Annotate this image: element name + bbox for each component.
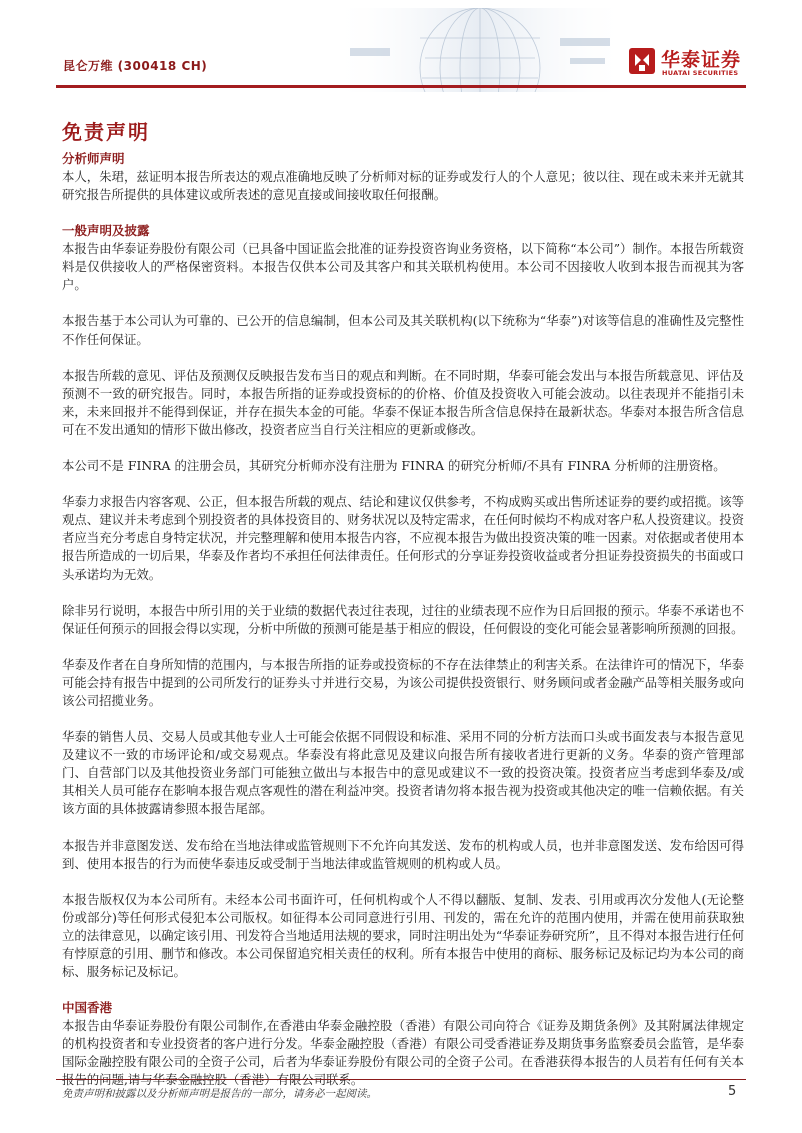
paragraph: 华泰的销售人员、交易人员或其他专业人士可能会依据不同假设和标准、采用不同的分析方法而口头或书面发表与本报告意见及建议不一致的市场评论和/或交易观点。华泰没有将此意见及建议向报告所有接收者进行更新的义务。华泰的资产管理部门、自营部门以及其他投资业务部门可能独立做出与本报告中的意见或建议不一致的投资决策。投资者应当考虑到华泰及/或其相关人员可能存在影响本报告观点客观性的潜在利益冲突。投资者请勿将本报告视为投资或其他决定的唯一信赖依据。有关该方面的具体披露请参照本报告尾部。 — [62, 729, 744, 817]
page-title: 免责声明 — [62, 120, 150, 144]
section-analyst-statement — [62, 150, 744, 204]
stock-label: 昆仑万维 (300418 CH) — [63, 59, 208, 73]
section-general-disclosure — [62, 222, 744, 981]
logo-chinese-text: 华泰证券 — [661, 49, 742, 71]
paragraph: 本公司不是 FINRA 的注册会员，其研究分析师亦没有注册为 FINRA 的研究分析师/不具有 FINRA 分析师的注册资格。 — [62, 458, 726, 474]
paragraph: 本人，朱珺，兹证明本报告所表达的观点准确地反映了分析师对标的证券或发行人的个人意见；彼以往、现在或未来并无就其研究报告所提供的具体建议或所表述的意见直接或间接收取任何报酬。 — [62, 169, 744, 203]
section-heading: 一般声明及披露 — [62, 223, 150, 239]
paragraph: 本报告所载的意见、评估及预测仅反映报告发布当日的观点和判断。在不同时期，华泰可能会发出与本报告所载意见、评估及预测不一致的研究报告。同时，本报告所指的证券或投资标的的价格、价值及投资收入可能会波动。以往表现并不能指引未来，未来回报并不能得到保证，并存在损失本金的可能。华泰不保证本报告所含信息保持在最新状态。华泰对本报告所含信息可在不发出通知的情形下做出修改，投资者应当自行关注相应的更新或修改。 — [62, 367, 744, 437]
section-hong-kong — [62, 999, 744, 1089]
paragraph: 华泰及作者在自身所知情的范围内，与本报告所指的证券或投资标的不存在法律禁止的利害关系。在法律许可的情况下，华泰可能会持有报告中提到的公司所发行的证券头寸并进行交易，为该公司提供投资银行、财务顾问或者金融产品等相关服务或向该公司招揽业务。 — [62, 656, 744, 708]
page-number: 5 — [728, 1084, 737, 1099]
section-heading: 中国香港 — [62, 1000, 113, 1016]
footer-divider — [56, 1079, 746, 1080]
paragraph: 华泰力求报告内容客观、公正，但本报告所载的观点、结论和建议仅供参考，不构成购买或出售所述证券的要约或招揽。该等观点、建议并未考虑到个别投资者的具体投资目的、财务状况以及特定需求，在任何时候均不构成对客户私人投资建议。投资者应当充分考虑自身特定状况，并完整理解和使用本报告内容，不应视本报告为做出投资决策的唯一因素。对依据或者使用本报告所造成的一切后果，华泰及作者均不承担任何法律责任。任何形式的分享证券投资收益或者分担证券投资损失的书面或口头承诺均为无效。 — [62, 494, 744, 582]
header-divider — [56, 85, 746, 88]
paragraph: 本报告并非意图发送、发布给在当地法律或监管规则下不允许向其发送、发布的机构或人员，也并非意图发送、发布给因可得到、使用本报告的行为而使华泰违反或受制于当地法律或监管规则的机构或人员。 — [62, 837, 744, 871]
page-header — [0, 0, 802, 96]
paragraph: 除非另行说明，本报告中所引用的关于业绩的数据代表过往表现，过往的业绩表现不应作为日后回报的预示。华泰不承诺也不保证任何预示的回报会得以实现，分析中所做的预测可能是基于相应的假设，任何假设的变化可能会显著影响所预测的回报。 — [62, 602, 744, 636]
paragraph: 本报告由华泰证券股份有限公司制作,在香港由华泰金融控股（香港）有限公司向符合《证券及期货条例》及其附属法律规定的机构投资者和专业投资者的客户进行分发。华泰金融控股（香港）有限公司受香港证券及期货事务监察委员会监管，是华泰国际金融控股有限公司的全资子公司，后者为华泰证券股份有限公司的全资子公司。在香港获得本报告的人员若有任何有关本 — [62, 1018, 744, 1070]
huatai-logo-icon — [628, 47, 656, 75]
header-globe-graphic — [330, 8, 630, 92]
huatai-logo — [628, 45, 744, 79]
paragraph: 本报告版权仅为本公司所有。未经本公司书面许可，任何机构或个人不得以翻版、复制、发表、引用或再次分发他人(无论整份或部分)等任何形式侵犯本公司版权。如征得本公司同意进行引用、刊发的，需在允许的范围内使用，并需在使用前获取独立的法律意见，以确定该引用、刊发符合当地适用法规的要求，同时注明出处为“华泰证券研究所”，且不得对本报告进行任何有悖原意的引用、删节和修改。本公司保留追究相关责任的权利。所有本报告中使用的商标、服务标记及标记均为本公司的商标、服务标记及标记。 — [62, 891, 744, 980]
disclaimer-content — [62, 150, 744, 1090]
footer-disclaimer-note: 免责声明和披露以及分析师声明是报告的一部分，请务必一起阅读。 — [62, 1088, 377, 1100]
paragraph: 本报告由华泰证券股份有限公司（已具备中国证监会批准的证券投资咨询业务资格，以下简称“本公司”）制作。本报告所载资料是仅供接收人的严格保密资料。本报告仅供本公司及其客户和其关联机构使用。本公司不因接收人收到本报告而视其为客户。 — [62, 241, 744, 293]
paragraph: 本报告基于本公司认为可靠的、已公开的信息编制，但本公司及其关联机构(以下统称为“华泰”)对该等信息的准确性及完整性不作任何保证。 — [62, 313, 744, 347]
section-heading: 分析师声明 — [62, 151, 125, 166]
logo-english-text: HUATAI SECURITIES — [662, 69, 739, 77]
